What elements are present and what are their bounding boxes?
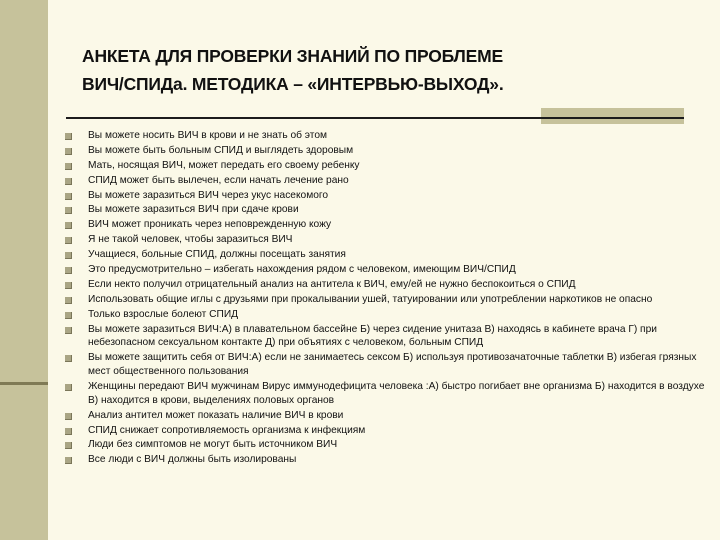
title-rule-accent-block bbox=[541, 108, 684, 124]
square-bullet-icon bbox=[65, 457, 72, 464]
square-bullet-icon bbox=[65, 178, 72, 185]
list-item bbox=[65, 233, 705, 247]
list-item bbox=[65, 144, 705, 158]
slide-title bbox=[82, 42, 682, 98]
square-bullet-icon bbox=[65, 282, 72, 289]
list-item-text: Использовать общие иглы с друзьями при прокалывании ушей, татуировании или употреблении наркотиков не опасно bbox=[88, 293, 653, 305]
list-item-text: Вы можете носить ВИЧ в крови и не знать об этом bbox=[88, 130, 327, 141]
square-bullet-icon bbox=[65, 297, 72, 304]
square-bullet-icon bbox=[65, 327, 72, 334]
square-bullet-icon bbox=[65, 193, 72, 200]
list-item bbox=[65, 453, 705, 467]
list-item bbox=[65, 189, 705, 203]
slide-title-line-1: АНКЕТА ДЛЯ ПРОВЕРКИ ЗНАНИЙ ПО ПРОБЛЕМЕ bbox=[82, 46, 503, 66]
square-bullet-icon bbox=[65, 163, 72, 170]
square-bullet-icon bbox=[65, 237, 72, 244]
side-accent-band bbox=[0, 0, 48, 540]
square-bullet-icon bbox=[65, 384, 72, 391]
list-item-text: СПИД снижает сопротивляемость организма к инфекциям bbox=[88, 424, 366, 436]
list-item bbox=[65, 409, 705, 423]
list-item bbox=[65, 203, 705, 217]
list-item bbox=[65, 438, 705, 452]
square-bullet-icon bbox=[65, 207, 72, 214]
square-bullet-icon bbox=[65, 267, 72, 274]
list-item-text: Женщины передают ВИЧ мужчинам Вирус иммунодефицита человека :А) быстро погибает вне организма Б) находится в воздухе В) находится в крови, выделениях половых органов bbox=[88, 380, 705, 406]
list-item-text: Я не такой человек, чтобы заразиться ВИЧ bbox=[88, 234, 293, 246]
list-item bbox=[65, 380, 705, 408]
square-bullet-icon bbox=[65, 413, 72, 420]
side-band-divider bbox=[0, 382, 48, 385]
list-item-text: Только взрослые болеют СПИД bbox=[88, 308, 239, 320]
list-item-text: Вы можете заразиться ВИЧ при сдаче крови bbox=[88, 204, 299, 216]
square-bullet-icon bbox=[65, 133, 72, 140]
list-item bbox=[65, 174, 705, 188]
list-item bbox=[65, 351, 705, 379]
list-item bbox=[65, 293, 705, 307]
slide-title-line-2: ВИЧ/СПИДа. МЕТОДИКА – «ИНТЕРВЬЮ-ВЫХОД». bbox=[82, 74, 504, 94]
list-item-text: ВИЧ может проникать через неповрежденную кожу bbox=[88, 219, 332, 231]
list-item-text: СПИД может быть вылечен, если начать лечение рано bbox=[88, 174, 349, 186]
square-bullet-icon bbox=[65, 252, 72, 259]
list-item-text: Это предусмотрительно – избегать нахождения рядом с человеком, имеющим ВИЧ/СПИД bbox=[88, 264, 516, 276]
list-item-text: Вы можете быть больным СПИД и выглядеть здоровым bbox=[88, 144, 354, 156]
list-item-text: Если некто получил отрицательный анализ на антитела к ВИЧ, ему/ей не нужно беспокоиться о СПИД bbox=[88, 278, 576, 290]
list-item-text: Анализ антител может показать наличие ВИЧ в крови bbox=[88, 409, 344, 421]
list-item bbox=[65, 263, 705, 277]
list-item bbox=[65, 323, 705, 351]
list-item-text: Мать, носящая ВИЧ, может передать его своему ребенку bbox=[88, 159, 360, 171]
list-item-text: Учащиеся, больные СПИД, должны посещать занятия bbox=[88, 249, 346, 261]
square-bullet-icon bbox=[65, 312, 72, 319]
list-item-text: Вы можете заразиться ВИЧ через укус насекомого bbox=[88, 189, 329, 201]
list-item bbox=[65, 218, 705, 232]
square-bullet-icon bbox=[65, 148, 72, 155]
list-item bbox=[65, 159, 705, 173]
square-bullet-icon bbox=[65, 442, 72, 449]
square-bullet-icon bbox=[65, 222, 72, 229]
list-item-text: Вы можете защитить себя от ВИЧ:А) если не занимаетесь сексом Б) используя противозачаточные таблетки В) избегая грязных мест общественного пользования bbox=[88, 352, 697, 378]
question-list bbox=[65, 129, 705, 468]
list-item-text: Все люди с ВИЧ должны быть изолированы bbox=[88, 454, 297, 466]
list-item bbox=[65, 308, 705, 322]
list-item bbox=[65, 129, 705, 143]
list-item bbox=[65, 278, 705, 292]
list-item-text: Люди без симптомов не могут быть источником ВИЧ bbox=[88, 439, 338, 451]
list-item bbox=[65, 248, 705, 262]
square-bullet-icon bbox=[65, 428, 72, 435]
title-underline-rule bbox=[66, 117, 684, 119]
square-bullet-icon bbox=[65, 355, 72, 362]
list-item bbox=[65, 424, 705, 438]
list-item-text: Вы можете заразиться ВИЧ:А) в плавательном бассейне Б) через сидение унитаза В) находясь в кабинете врача Г) при небезопасном сексуальном контакте Д) при объятиях с человеком, больным СПИД bbox=[88, 323, 657, 349]
